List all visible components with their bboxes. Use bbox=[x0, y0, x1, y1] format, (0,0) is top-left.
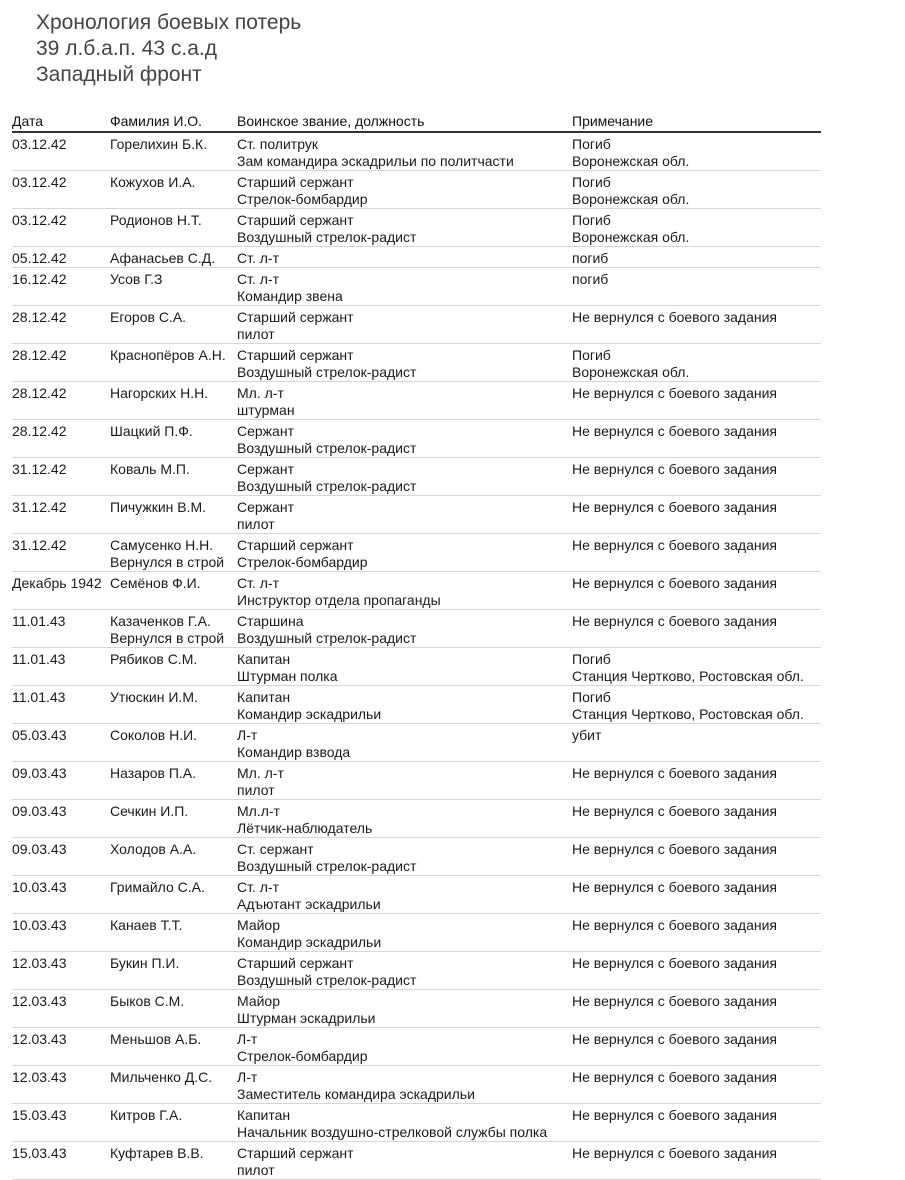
cell-name bbox=[110, 174, 237, 208]
cell-note bbox=[572, 765, 821, 799]
table-body bbox=[12, 133, 821, 1180]
cell-date bbox=[12, 689, 110, 723]
cell-rank bbox=[237, 651, 572, 685]
cell-rank-role: Адъютант эскадрильи bbox=[237, 896, 381, 912]
cell-rank bbox=[237, 347, 572, 381]
cell-rank-rank: Старший сержант bbox=[237, 955, 354, 971]
table-row bbox=[12, 171, 821, 209]
cell-date bbox=[12, 803, 110, 837]
header-date: Дата bbox=[12, 113, 44, 129]
cell-rank-role: Инструктор отдела пропаганды bbox=[237, 592, 441, 608]
cell-rank bbox=[237, 271, 572, 305]
cell-date-date: 09.03.43 bbox=[12, 803, 67, 819]
cell-rank-role: Заместитель командира эскадрильи bbox=[237, 1086, 475, 1102]
cell-rank bbox=[237, 689, 572, 723]
cell-name bbox=[110, 575, 237, 609]
cell-name-name: Холодов А.А. bbox=[110, 841, 197, 857]
cell-note-note2: Воронежская обл. bbox=[572, 153, 690, 169]
cell-name-name: Казаченков Г.А. bbox=[110, 613, 211, 629]
cell-name-name: Самусенко Н.Н. bbox=[110, 537, 214, 553]
cell-note bbox=[572, 174, 821, 208]
cell-date-date: 31.12.42 bbox=[12, 537, 67, 553]
cell-name bbox=[110, 309, 237, 343]
cell-name-name: Канаев Т.Т. bbox=[110, 917, 183, 933]
table-row bbox=[12, 952, 821, 990]
cell-note bbox=[572, 212, 821, 246]
cell-name bbox=[110, 803, 237, 837]
cell-rank bbox=[237, 423, 572, 457]
cell-rank-role: Командир взвода bbox=[237, 744, 351, 760]
cell-rank-role: Лётчик-наблюдатель bbox=[237, 820, 373, 836]
cell-note-note: Не вернулся с боевого задания bbox=[572, 499, 778, 515]
cell-date-date: 12.03.43 bbox=[12, 993, 67, 1009]
table-row bbox=[12, 382, 821, 420]
cell-name-name: Коваль М.П. bbox=[110, 461, 190, 477]
cell-rank bbox=[237, 575, 572, 609]
cell-rank-role: Стрелок-бомбардир bbox=[237, 1048, 368, 1064]
cell-note-note: Не вернулся с боевого задания bbox=[572, 461, 778, 477]
cell-note bbox=[572, 1069, 821, 1103]
cell-date bbox=[12, 385, 110, 419]
cell-note-note: погиб bbox=[572, 271, 609, 287]
cell-date bbox=[12, 499, 110, 533]
table-row bbox=[12, 914, 821, 952]
cell-date-date: 12.03.43 bbox=[12, 1069, 67, 1085]
losses-table bbox=[12, 113, 821, 1180]
cell-date-date: 11.01.43 bbox=[12, 689, 66, 705]
cell-name-name: Нагорских Н.Н. bbox=[110, 385, 209, 401]
cell-date bbox=[12, 727, 110, 761]
cell-note-note: Не вернулся с боевого задания bbox=[572, 309, 778, 325]
cell-date bbox=[12, 651, 110, 685]
cell-name-name2: Вернулся в строй bbox=[110, 630, 225, 646]
cell-rank-rank: Старший сержант bbox=[237, 1145, 354, 1161]
cell-date bbox=[12, 955, 110, 989]
cell-rank bbox=[237, 613, 572, 647]
cell-name-name: Китров Г.А. bbox=[110, 1107, 183, 1123]
table-row bbox=[12, 876, 821, 914]
cell-name-name: Горелихин Б.К. bbox=[110, 136, 208, 152]
cell-note-note: Не вернулся с боевого задания bbox=[572, 613, 778, 629]
cell-note-note: Погиб bbox=[572, 136, 611, 152]
cell-note-note: Погиб bbox=[572, 212, 611, 228]
table-row bbox=[12, 344, 821, 382]
cell-note-note: Не вернулся с боевого задания bbox=[572, 803, 778, 819]
table-row bbox=[12, 458, 821, 496]
cell-rank-role: Командир эскадрильи bbox=[237, 934, 382, 950]
cell-rank bbox=[237, 955, 572, 989]
cell-name-name: Соколов Н.И. bbox=[110, 727, 198, 743]
cell-name-name: Быков С.М. bbox=[110, 993, 185, 1009]
cell-rank bbox=[237, 136, 572, 170]
cell-rank-rank: Капитан bbox=[237, 1107, 291, 1123]
cell-date bbox=[12, 879, 110, 913]
cell-note-note: Не вернулся с боевого задания bbox=[572, 575, 778, 591]
table-row bbox=[12, 610, 821, 648]
cell-date bbox=[12, 423, 110, 457]
cell-rank-role: Командир звена bbox=[237, 288, 343, 304]
cell-note bbox=[572, 803, 821, 837]
cell-rank-rank: Старший сержант bbox=[237, 212, 354, 228]
cell-note-note: Не вернулся с боевого задания bbox=[572, 1031, 778, 1047]
cell-date bbox=[12, 765, 110, 799]
cell-rank-role: Начальник воздушно-стрелковой службы полка bbox=[237, 1124, 548, 1140]
cell-date bbox=[12, 613, 110, 647]
cell-name bbox=[110, 993, 237, 1027]
table-row bbox=[12, 247, 821, 268]
cell-note-note: Не вернулся с боевого задания bbox=[572, 765, 778, 781]
table-row bbox=[12, 133, 821, 171]
cell-note-note: Не вернулся с боевого задания bbox=[572, 1107, 778, 1123]
title-line-1: Хронология боевых потерь bbox=[36, 11, 302, 34]
cell-rank-rank: Капитан bbox=[237, 651, 291, 667]
cell-note-note2: Станция Чертково, Ростовская обл. bbox=[572, 668, 804, 684]
cell-rank bbox=[237, 499, 572, 533]
cell-rank-rank: Капитан bbox=[237, 689, 291, 705]
cell-rank-rank: Майор bbox=[237, 993, 280, 1009]
cell-name bbox=[110, 651, 237, 685]
cell-date-date: 28.12.42 bbox=[12, 385, 67, 401]
cell-name bbox=[110, 136, 237, 170]
cell-rank bbox=[237, 212, 572, 246]
cell-note-note: Не вернулся с боевого задания bbox=[572, 955, 778, 971]
cell-rank-rank: Ст. л-т bbox=[237, 879, 279, 895]
cell-date bbox=[12, 309, 110, 343]
cell-rank-rank: Л-т bbox=[237, 1031, 258, 1047]
cell-rank-rank: Ст. л-т bbox=[237, 271, 279, 287]
table-row bbox=[12, 420, 821, 458]
table-header bbox=[12, 113, 821, 133]
cell-name bbox=[110, 499, 237, 533]
cell-date-date: 11.01.43 bbox=[12, 651, 66, 667]
cell-note-note2: Воронежская обл. bbox=[572, 229, 690, 245]
cell-name bbox=[110, 212, 237, 246]
cell-name-name: Меньшов А.Б. bbox=[110, 1031, 202, 1047]
cell-note-note2: Воронежская обл. bbox=[572, 191, 690, 207]
cell-name bbox=[110, 879, 237, 913]
cell-rank-role: Воздушный стрелок-радист bbox=[237, 478, 417, 494]
cell-date-date: 31.12.42 bbox=[12, 461, 67, 477]
cell-date-date: 09.03.43 bbox=[12, 841, 67, 857]
cell-rank bbox=[237, 803, 572, 837]
table-row bbox=[12, 496, 821, 534]
cell-date-date: 03.12.42 bbox=[12, 212, 67, 228]
cell-note bbox=[572, 271, 821, 305]
cell-rank-role: Командир эскадрильи bbox=[237, 706, 382, 722]
cell-name bbox=[110, 689, 237, 723]
cell-rank bbox=[237, 309, 572, 343]
cell-note-note: Не вернулся с боевого задания bbox=[572, 537, 778, 553]
cell-note bbox=[572, 993, 821, 1027]
cell-name-name: Пичужкин В.М. bbox=[110, 499, 207, 515]
cell-rank-role: Воздушный стрелок-радист bbox=[237, 364, 417, 380]
cell-name bbox=[110, 917, 237, 951]
cell-rank-rank: Майор bbox=[237, 917, 280, 933]
cell-note bbox=[572, 689, 821, 723]
cell-date-date: 12.03.43 bbox=[12, 1031, 67, 1047]
cell-date-date: 09.03.43 bbox=[12, 765, 67, 781]
cell-date bbox=[12, 1145, 110, 1179]
cell-name-name: Букин П.И. bbox=[110, 955, 180, 971]
cell-name bbox=[110, 1031, 237, 1065]
cell-date-date: 15.03.43 bbox=[12, 1145, 67, 1161]
cell-name-name2: Вернулся в строй bbox=[110, 554, 225, 570]
cell-rank bbox=[237, 385, 572, 419]
cell-note bbox=[572, 461, 821, 495]
cell-name bbox=[110, 727, 237, 761]
table-row bbox=[12, 534, 821, 572]
cell-rank bbox=[237, 250, 572, 267]
cell-note bbox=[572, 250, 821, 267]
cell-name bbox=[110, 537, 237, 571]
table-row bbox=[12, 648, 821, 686]
cell-name-name: Родионов Н.Т. bbox=[110, 212, 202, 228]
cell-name-name: Гримайло С.А. bbox=[110, 879, 205, 895]
cell-note-note: Не вернулся с боевого задания bbox=[572, 1069, 778, 1085]
cell-rank bbox=[237, 917, 572, 951]
cell-name bbox=[110, 955, 237, 989]
cell-name bbox=[110, 1069, 237, 1103]
cell-rank-role: Воздушный стрелок-радист bbox=[237, 972, 417, 988]
title-line-3: Западный фронт bbox=[36, 63, 202, 86]
cell-note-note: Погиб bbox=[572, 651, 611, 667]
cell-note-note: Погиб bbox=[572, 347, 611, 363]
cell-date bbox=[12, 841, 110, 875]
table-row bbox=[12, 800, 821, 838]
table-row bbox=[12, 1066, 821, 1104]
cell-note-note: погиб bbox=[572, 250, 609, 266]
cell-rank-role: Зам командира эскадрильи по политчасти bbox=[237, 153, 514, 169]
table-row bbox=[12, 209, 821, 247]
cell-note bbox=[572, 727, 821, 761]
cell-note-note: Не вернулся с боевого задания bbox=[572, 841, 778, 857]
cell-rank-rank: Старший сержант bbox=[237, 537, 354, 553]
cell-rank-rank: Мл. л-т bbox=[237, 385, 284, 401]
cell-note bbox=[572, 917, 821, 951]
cell-rank-role: пилот bbox=[237, 1162, 275, 1178]
cell-rank-rank: Сержант bbox=[237, 499, 294, 515]
page-title bbox=[36, 10, 301, 88]
cell-name bbox=[110, 347, 237, 381]
cell-note bbox=[572, 136, 821, 170]
cell-date bbox=[12, 917, 110, 951]
cell-rank bbox=[237, 537, 572, 571]
cell-note-note: Погиб bbox=[572, 689, 611, 705]
cell-date bbox=[12, 136, 110, 170]
cell-date-date: 03.12.42 bbox=[12, 136, 67, 152]
cell-note-note: Не вернулся с боевого задания bbox=[572, 1145, 778, 1161]
cell-rank-rank: Старший сержант bbox=[237, 174, 354, 190]
cell-date bbox=[12, 347, 110, 381]
cell-rank-rank: Л-т bbox=[237, 1069, 258, 1085]
cell-note bbox=[572, 385, 821, 419]
cell-name bbox=[110, 423, 237, 457]
cell-date-date: 28.12.42 bbox=[12, 347, 67, 363]
cell-name-name: Утюскин И.М. bbox=[110, 689, 198, 705]
header-note: Примечание bbox=[572, 113, 654, 129]
cell-name bbox=[110, 613, 237, 647]
cell-date bbox=[12, 212, 110, 246]
cell-date-date: 31.12.42 bbox=[12, 499, 67, 515]
header-rank: Воинское звание, должность bbox=[237, 113, 425, 129]
cell-date bbox=[12, 250, 110, 267]
cell-name bbox=[110, 461, 237, 495]
table-row bbox=[12, 1104, 821, 1142]
cell-rank-role: Воздушный стрелок-радист bbox=[237, 630, 417, 646]
cell-rank bbox=[237, 1107, 572, 1141]
cell-note-note: Не вернулся с боевого задания bbox=[572, 423, 778, 439]
table-row bbox=[12, 762, 821, 800]
cell-name bbox=[110, 271, 237, 305]
cell-date bbox=[12, 993, 110, 1027]
cell-rank bbox=[237, 993, 572, 1027]
cell-rank bbox=[237, 461, 572, 495]
cell-name bbox=[110, 250, 237, 267]
cell-rank bbox=[237, 879, 572, 913]
cell-note-note: Погиб bbox=[572, 174, 611, 190]
cell-rank-rank: Ст. л-т bbox=[237, 575, 279, 591]
cell-note bbox=[572, 309, 821, 343]
cell-note-note2: Воронежская обл. bbox=[572, 364, 690, 380]
cell-date-date: 10.03.43 bbox=[12, 917, 67, 933]
cell-rank-role: Воздушный стрелок-радист bbox=[237, 229, 417, 245]
cell-rank-rank: Мл. л-т bbox=[237, 765, 284, 781]
table-row bbox=[12, 1028, 821, 1066]
cell-name bbox=[110, 1145, 237, 1179]
cell-name bbox=[110, 1107, 237, 1141]
cell-rank-role: пилот bbox=[237, 782, 275, 798]
cell-date-date: 11.01.43 bbox=[12, 613, 66, 629]
cell-note bbox=[572, 1145, 821, 1179]
cell-rank bbox=[237, 841, 572, 875]
cell-note bbox=[572, 1107, 821, 1141]
cell-rank-role: Штурман эскадрильи bbox=[237, 1010, 376, 1026]
cell-name-name: Афанасьев С.Д. bbox=[110, 250, 216, 266]
cell-note bbox=[572, 347, 821, 381]
cell-note bbox=[572, 537, 821, 571]
cell-rank bbox=[237, 765, 572, 799]
cell-name-name: Мильченко Д.С. bbox=[110, 1069, 213, 1085]
cell-name-name: Куфтарев В.В. bbox=[110, 1145, 204, 1161]
cell-rank bbox=[237, 174, 572, 208]
cell-rank-rank: Л-т bbox=[237, 727, 258, 743]
cell-note bbox=[572, 1031, 821, 1065]
table-row bbox=[12, 306, 821, 344]
table-row bbox=[12, 724, 821, 762]
cell-name bbox=[110, 385, 237, 419]
cell-rank bbox=[237, 1069, 572, 1103]
cell-note-note: Не вернулся с боевого задания bbox=[572, 993, 778, 1009]
cell-rank-rank: Ст. л-т bbox=[237, 250, 279, 266]
cell-note bbox=[572, 841, 821, 875]
cell-date-date: 10.03.43 bbox=[12, 879, 67, 895]
table-row bbox=[12, 1142, 821, 1180]
cell-rank-role: пилот bbox=[237, 326, 275, 342]
cell-rank-rank: Ст. политрук bbox=[237, 136, 318, 152]
cell-note bbox=[572, 575, 821, 609]
cell-rank-rank: Старшина bbox=[237, 613, 304, 629]
cell-note bbox=[572, 613, 821, 647]
cell-date-date: 12.03.43 bbox=[12, 955, 67, 971]
cell-date-date: 16.12.42 bbox=[12, 271, 67, 287]
cell-date-date: Декабрь 1942 bbox=[12, 575, 102, 591]
cell-date bbox=[12, 1031, 110, 1065]
cell-note bbox=[572, 879, 821, 913]
cell-note bbox=[572, 423, 821, 457]
cell-name-name: Краснопёров А.Н. bbox=[110, 347, 226, 363]
cell-rank-rank: Мл.л-т bbox=[237, 803, 280, 819]
table-row bbox=[12, 268, 821, 306]
cell-date bbox=[12, 271, 110, 305]
cell-date-date: 05.03.43 bbox=[12, 727, 67, 743]
cell-date bbox=[12, 174, 110, 208]
cell-note-note: убит bbox=[572, 727, 602, 743]
cell-rank-role: штурман bbox=[237, 402, 295, 418]
cell-name-name: Рябиков С.М. bbox=[110, 651, 198, 667]
cell-rank-role: Воздушный стрелок-радист bbox=[237, 440, 417, 456]
cell-rank-role: Штурман полка bbox=[237, 668, 338, 684]
cell-name-name: Егоров С.А. bbox=[110, 309, 187, 325]
cell-name-name: Сечкин И.П. bbox=[110, 803, 189, 819]
cell-name bbox=[110, 765, 237, 799]
cell-date bbox=[12, 1069, 110, 1103]
cell-rank-role: Воздушный стрелок-радист bbox=[237, 858, 417, 874]
cell-rank-rank: Сержант bbox=[237, 423, 294, 439]
cell-rank-rank: Старший сержант bbox=[237, 309, 354, 325]
cell-note bbox=[572, 499, 821, 533]
cell-date bbox=[12, 537, 110, 571]
cell-date bbox=[12, 1107, 110, 1141]
cell-rank bbox=[237, 1031, 572, 1065]
cell-note-note: Не вернулся с боевого задания bbox=[572, 879, 778, 895]
cell-name-name: Шацкий П.Ф. bbox=[110, 423, 193, 439]
cell-rank-rank: Ст. сержант bbox=[237, 841, 314, 857]
cell-note-note2: Станция Чертково, Ростовская обл. bbox=[572, 706, 804, 722]
cell-note-note: Не вернулся с боевого задания bbox=[572, 385, 778, 401]
cell-note bbox=[572, 651, 821, 685]
cell-rank bbox=[237, 1145, 572, 1179]
cell-name-name: Усов Г.З bbox=[110, 271, 163, 287]
cell-date-date: 05.12.42 bbox=[12, 250, 67, 266]
table-row bbox=[12, 990, 821, 1028]
cell-rank-rank: Старший сержант bbox=[237, 347, 354, 363]
cell-name bbox=[110, 841, 237, 875]
header-name: Фамилия И.О. bbox=[110, 113, 203, 129]
cell-date-date: 03.12.42 bbox=[12, 174, 67, 190]
cell-name-name: Семёнов Ф.И. bbox=[110, 575, 201, 591]
cell-rank-rank: Сержант bbox=[237, 461, 294, 477]
cell-name-name: Кожухов И.А. bbox=[110, 174, 196, 190]
cell-rank-role: Стрелок-бомбардир bbox=[237, 554, 368, 570]
cell-rank bbox=[237, 727, 572, 761]
cell-name-name: Назаров П.А. bbox=[110, 765, 197, 781]
cell-rank-role: Стрелок-бомбардир bbox=[237, 191, 368, 207]
cell-note-note: Не вернулся с боевого задания bbox=[572, 917, 778, 933]
cell-date-date: 15.03.43 bbox=[12, 1107, 67, 1123]
cell-date bbox=[12, 575, 110, 609]
table-row bbox=[12, 686, 821, 724]
cell-note bbox=[572, 955, 821, 989]
cell-date bbox=[12, 461, 110, 495]
table-row bbox=[12, 572, 821, 610]
cell-date-date: 28.12.42 bbox=[12, 423, 67, 439]
table-row bbox=[12, 838, 821, 876]
title-line-2: 39 л.б.а.п. 43 с.а.д bbox=[36, 37, 217, 60]
cell-rank-role: пилот bbox=[237, 516, 275, 532]
cell-date-date: 28.12.42 bbox=[12, 309, 67, 325]
